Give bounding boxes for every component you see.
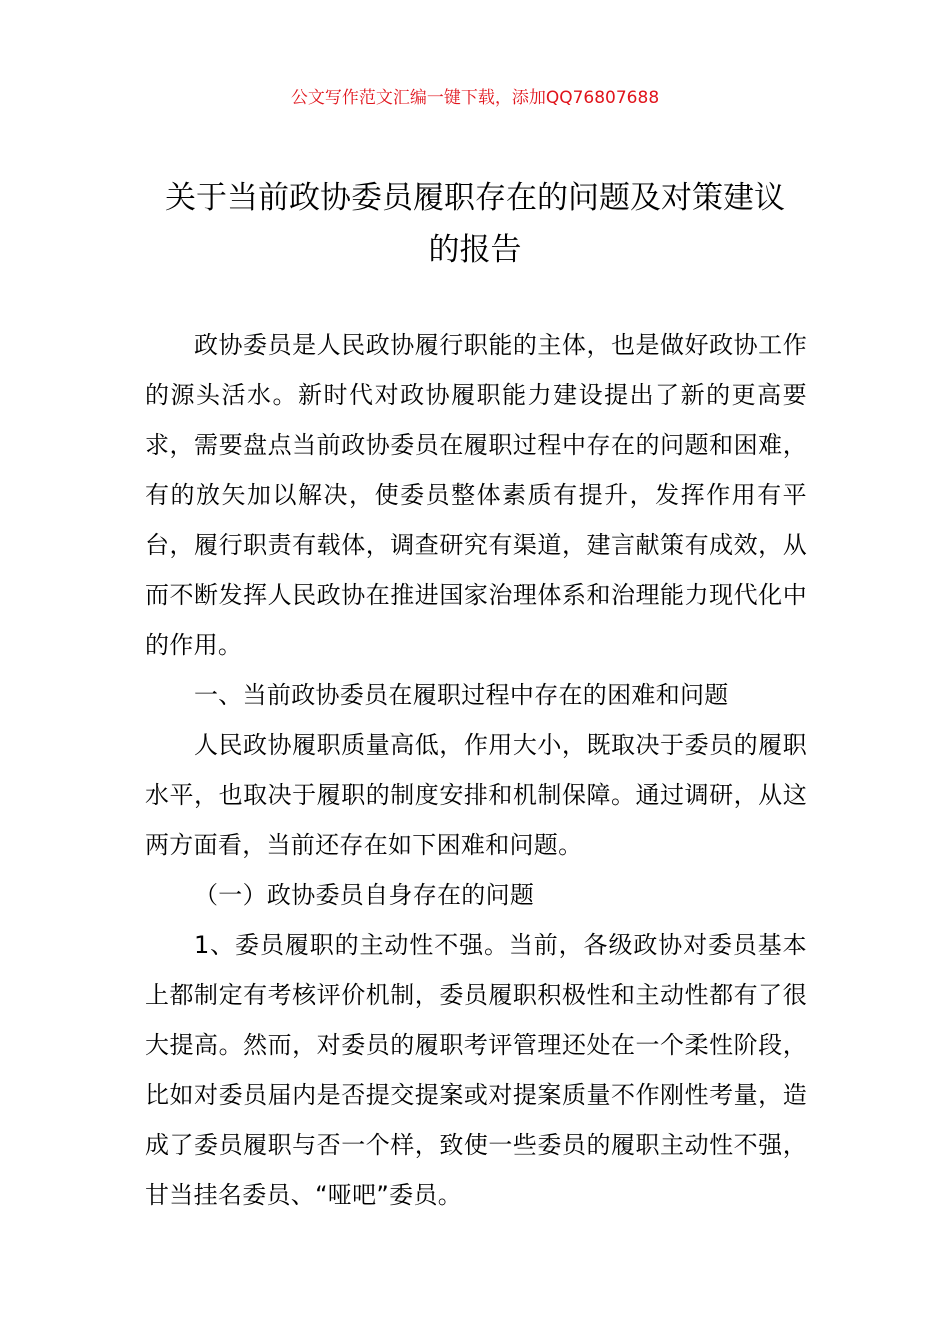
download-notice: 公文写作范文汇编一键下载，添加QQ76807688 xyxy=(290,88,660,108)
intro-paragraph: 政协委员是人民政协履行职能的主体，也是做好政协工作的源头活水。新时代对政协履职能力建设提出了新的更高要求，需要盘点当前政协委员在履职过程中存在的问题和困难，有的放矢加以解决，使委员整体素质有提升，发挥作用有平台，履行职责有载体，调查研究有渠道，建言献策有成效，从而不断发挥人民政协在推进国家治理体系和治理能力现代化中的作用。 xyxy=(145,331,807,659)
section-heading-1: 一、当前政协委员在履职过程中存在的困难和问题 xyxy=(194,681,729,709)
report-title: 关于当前政协委员履职存在的问题及对策建议的报告 xyxy=(165,180,785,268)
report-body xyxy=(145,320,807,1220)
subsection-heading-1: （一）政协委员自身存在的问题 xyxy=(194,881,535,909)
point-1-paragraph: 1、委员履职的主动性不强。当前，各级政协对委员基本上都制定有考核评价机制，委员履职积极性和主动性都有了很大提高。然而，对委员的履职考评管理还处在一个柔性阶段，比如对委员届内是否提交提案或对提案质量不作刚性考量，造成了委员履职与否一个样，致使一些委员的履职主动性不强，甘当挂名委员、“哑吧”委员。 xyxy=(145,931,807,1209)
section-1-paragraph: 人民政协履职质量高低，作用大小，既取决于委员的履职水平，也取决于履职的制度安排和机制保障。通过调研，从这两方面看，当前还存在如下困难和问题。 xyxy=(145,731,807,859)
